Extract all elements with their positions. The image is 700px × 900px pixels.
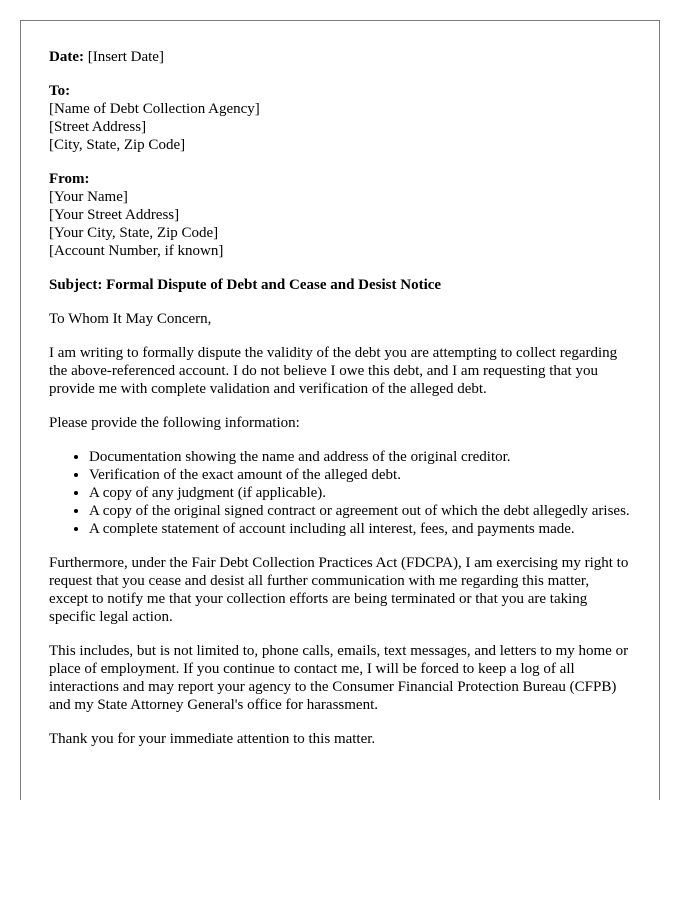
- closing-line: Thank you for your immediate attention to this matter.: [49, 731, 376, 747]
- recipient-name: [Name of Debt Collection Agency]: [49, 101, 260, 117]
- list-item: • Verification of the exact amount of the alleged debt.: [89, 466, 631, 484]
- list-item: • A copy of the original signed contract or agreement out of which the debt allegedly arises.: [89, 502, 631, 520]
- date-value: [Insert Date]: [83, 49, 164, 65]
- includes-paragraph: This includes, but is not limited to, phone calls, emails, text messages, and letters to my home or place of employment. If you continue to contact me, I will be forced to keep a log of all interactions and may report your agency to the Consumer Financial Protection Bureau (CFPB) and my State Attorney General's office for harassment.: [49, 643, 629, 713]
- sender-street: [Your Street Address]: [49, 207, 180, 223]
- from-label: From:: [49, 171, 90, 187]
- list-item: • A complete statement of account including all interest, fees, and payments made.: [89, 520, 631, 538]
- fdcpa-paragraph: Furthermore, under the Fair Debt Collection Practices Act (FDCPA), I am exercising my right to request that you cease and desist all further communication with me regarding this matter, except to notify me that your collection efforts are being terminated or that you are taking specific legal action.: [49, 555, 629, 625]
- sender-city-state-zip: [Your City, State, Zip Code]: [49, 225, 219, 241]
- request-list: [49, 448, 631, 538]
- sender-account-number: [Account Number, if known]: [49, 243, 224, 259]
- sender-name: [Your Name]: [49, 189, 128, 205]
- sender-block: [49, 170, 631, 260]
- date-line: [49, 48, 631, 66]
- recipient-city-state-zip: [City, State, Zip Code]: [49, 137, 186, 153]
- letter-page: [20, 20, 660, 800]
- intro-paragraph: I am writing to formally dispute the validity of the debt you are attempting to collect regarding the above-referenced account. I do not believe I owe this debt, and I am requesting that you provide me with complete validation and verification of the alleged debt.: [49, 345, 618, 397]
- date-label: Date:: [49, 49, 84, 65]
- request-intro: Please provide the following information:: [49, 415, 300, 431]
- to-label: To:: [49, 83, 71, 99]
- subject-line: Subject: Formal Dispute of Debt and Cease and Desist Notice: [49, 277, 442, 293]
- list-item: • A copy of any judgment (if applicable).: [89, 484, 631, 502]
- recipient-block: [49, 82, 631, 154]
- list-item: • Documentation showing the name and address of the original creditor.: [89, 448, 631, 466]
- recipient-street: [Street Address]: [49, 119, 147, 135]
- salutation: To Whom It May Concern,: [49, 311, 212, 327]
